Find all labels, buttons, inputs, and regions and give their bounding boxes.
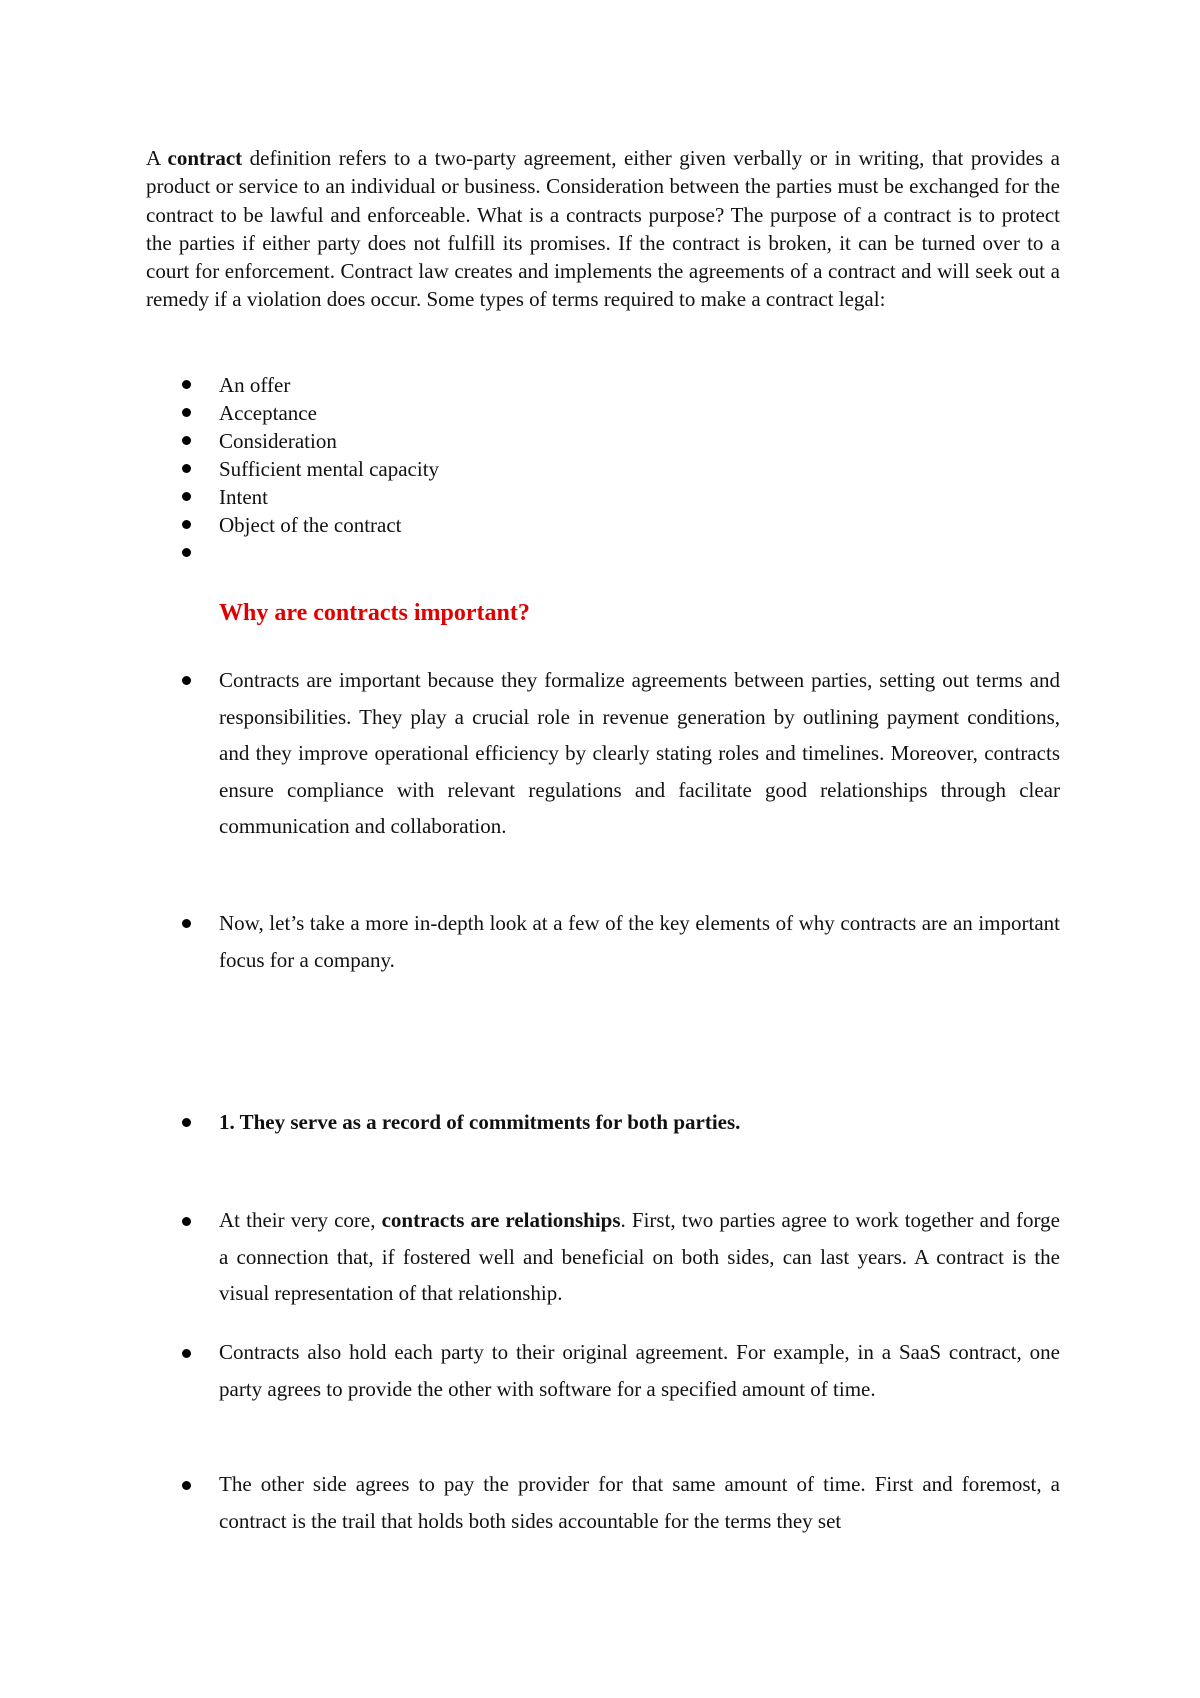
section-heading: Why are contracts important? <box>219 600 530 626</box>
bullet-icon <box>182 1481 191 1490</box>
bullet-icon <box>182 1349 191 1358</box>
bullet-icon <box>182 520 191 529</box>
point-1-lead: At their very core, <box>219 1208 382 1232</box>
bullet-icon <box>182 464 191 473</box>
term-item: Object of the contract <box>219 513 402 537</box>
intro-paragraph <box>146 144 1060 314</box>
importance-paragraph-1: Contracts are important because they formalize agreements between parties, setting out terms and responsibilities. They play a crucial role in revenue generation by outlining payment conditions, and they improve operational efficiency by clearly stating roles and timelines. Moreover, contracts ensure compliance with relevant regulations and facilitate good relationships through clear communication and collaboration. <box>219 668 1060 839</box>
point-1-rest: . First, two parties agree to work together and forge a connection that, if fostered well and beneficial on both sides, can last years. A contract is the visual representation of that relationship. <box>219 1208 1060 1306</box>
bullet-icon <box>182 436 191 445</box>
intro-term: contract <box>167 146 243 170</box>
point-1-bold: contracts are relationships <box>381 1208 621 1232</box>
bullet-icon <box>182 492 191 501</box>
point-1-paragraph-3: The other side agrees to pay the provider for that same amount of time. First and foremost, a contract is the trail that holds both sides accountable for the terms they set <box>219 1472 1060 1533</box>
term-item: Acceptance <box>219 401 317 425</box>
bullet-icon <box>182 919 191 928</box>
bullet-icon <box>182 676 191 685</box>
point-1-paragraph-1 <box>219 1202 1060 1312</box>
importance-paragraph-2: Now, let’s take a more in-depth look at a few of the key elements of why contracts are an important focus for a company. <box>219 911 1060 972</box>
point-1-paragraph-2: Contracts also hold each party to their original agreement. For example, in a SaaS contract, one party agrees to provide the other with software for a specified amount of time. <box>219 1340 1060 1401</box>
bullet-icon <box>182 1217 191 1226</box>
term-item: Sufficient mental capacity <box>219 457 440 481</box>
bullet-icon <box>182 1118 191 1127</box>
bullet-icon <box>182 408 191 417</box>
term-item: An offer <box>219 373 291 397</box>
intro-rest: definition refers to a two-party agreement, either given verbally or in writing, that provides a product or service to an individual or business. Consideration between the parties must be exchanged for the contract to be lawful and enforceable. What is a contracts purpose? The purpose of a contract is to protect the parties if either party does not fulfill its promises. If the contract is broken, it can be turned over to a court for enforcement. Contract law creates and implements the agreements of a contract and will seek out a remedy if a violation does occur. Some types of terms required to make a contract legal: <box>146 146 1060 312</box>
bullet-icon <box>182 548 191 557</box>
intro-lead: A <box>146 146 168 170</box>
bullet-icon <box>182 380 191 389</box>
term-item: Intent <box>219 485 268 509</box>
term-item: Consideration <box>219 429 337 453</box>
point-1-title: 1. They serve as a record of commitments for both parties. <box>219 1110 741 1134</box>
